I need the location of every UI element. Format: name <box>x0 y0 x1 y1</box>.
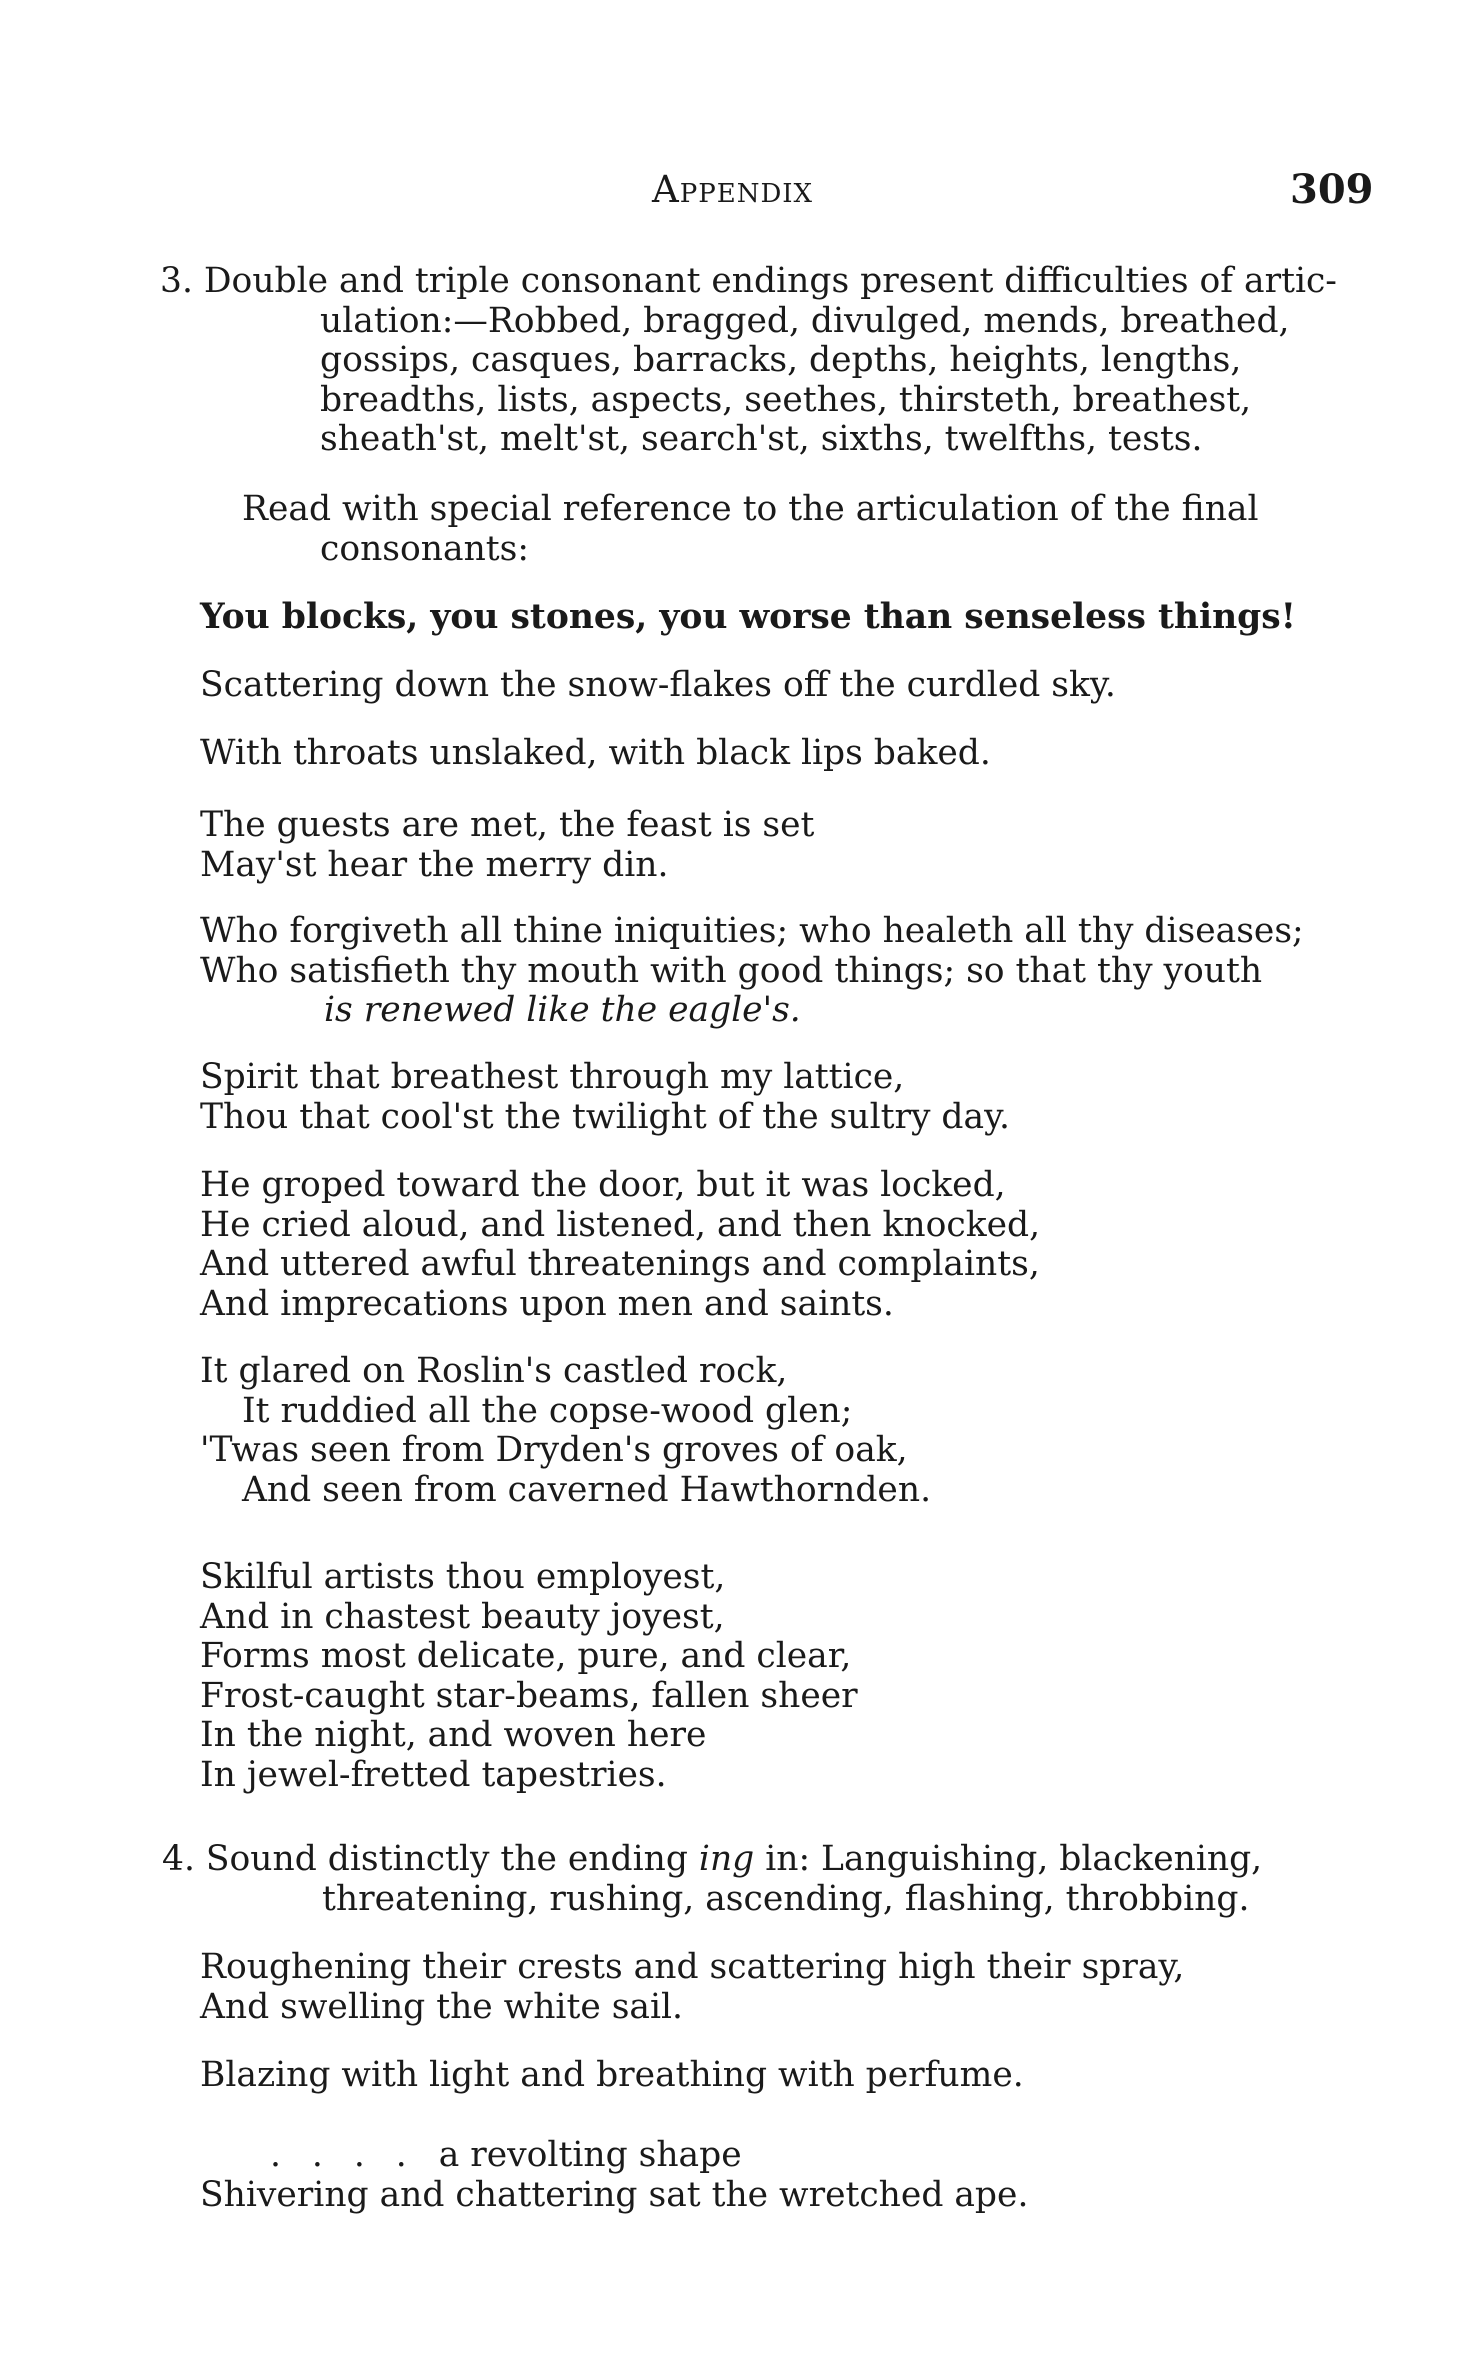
excerpt-line: Roughening their crests and scattering high their spray, <box>200 1947 1185 1987</box>
item-4-lead: Sound distinctly the ending <box>205 1839 688 1879</box>
running-title: Appendix <box>652 168 814 211</box>
item-4-line: threatening, rushing, ascending, flashing, throbbing. <box>322 1878 1250 1919</box>
excerpt-1 <box>200 598 1296 638</box>
item-3-line: 3. Double and triple consonant endings present difficulties of artic- <box>160 261 1337 301</box>
excerpt-line: The guests are met, the feast is set <box>200 805 815 845</box>
excerpt-line: Blazing with light and breathing with perfume. <box>200 2055 1024 2095</box>
excerpt-line: He cried aloud, and listened, and then knocked, <box>200 1204 1041 1245</box>
excerpt-line: Who satisfieth thy mouth with good things; so that thy youth <box>200 950 1263 991</box>
excerpt-line: May'st hear the merry din. <box>200 844 669 885</box>
instruction-paragraph <box>242 490 1259 569</box>
excerpt-line: Frost-caught star-beams, fallen sheer <box>200 1675 858 1716</box>
excerpt-12 <box>200 2136 1028 2215</box>
excerpt-line: Spirit that breathest through my lattice, <box>200 1057 905 1097</box>
excerpt-line: It ruddied all the copse-wood glen; <box>242 1390 853 1431</box>
excerpt-3 <box>200 734 991 774</box>
excerpt-line: Thou that cool'st the twilight of the sultry day. <box>200 1096 1010 1137</box>
item-3-line: breadths, lists, aspects, seethes, thirsteth, breathest, <box>320 379 1252 420</box>
excerpt-fragment: a revolting shape <box>438 2135 742 2175</box>
excerpt-line: With throats unslaked, with black lips baked. <box>200 733 991 773</box>
excerpt-line: And swelling the white sail. <box>200 1986 684 2027</box>
excerpt-7 <box>200 1166 1040 1324</box>
item-4-paragraph <box>162 1840 1262 1919</box>
item-3-line: ulation:—Robbed, bragged, divulged, mends, breathed, <box>320 300 1290 341</box>
item-3-line: gossips, casques, barracks, depths, heights, lengths, <box>320 340 1242 380</box>
excerpt-line: And seen from caverned Hawthornden. <box>242 1469 932 1510</box>
ellipsis-dots: . . . . <box>270 2135 417 2175</box>
item-4-term: ing <box>698 1839 755 1879</box>
excerpt-line: And imprecations upon men and saints. <box>200 1283 894 1324</box>
excerpt-line: And uttered awful threatenings and complaints, <box>200 1244 1040 1284</box>
excerpt-line: In jewel-fretted tapestries. <box>200 1754 667 1795</box>
excerpt-9 <box>200 1558 858 1795</box>
page-number: 309 <box>1290 166 1374 213</box>
excerpt-line: is renewed like the eagle's. <box>324 990 801 1030</box>
excerpt-line: It glared on Roslin's castled rock, <box>200 1351 788 1391</box>
instruction-line: Read with special reference to the articulation of the final <box>242 489 1259 529</box>
excerpt-line: Shivering and chattering sat the wretched ape. <box>200 2174 1029 2215</box>
excerpt-8 <box>200 1352 931 1510</box>
item-4-line <box>162 1840 1262 1880</box>
excerpt-line: You blocks, you stones, you worse than senseless things! <box>200 597 1296 637</box>
excerpt-line: Scattering down the snow-flakes off the curdled sky. <box>200 665 1116 705</box>
excerpt-5 <box>200 912 1304 1031</box>
excerpt-line: Forms most delicate, pure, and clear, <box>200 1636 852 1676</box>
item-3-line: sheath'st, melt'st, search'st, sixths, twelfths, tests. <box>320 419 1203 459</box>
page-header <box>0 160 1479 220</box>
item-4-rest: in: Languishing, blackening, <box>765 1839 1263 1879</box>
instruction-line: consonants: <box>320 528 529 569</box>
excerpt-line: 'Twas seen from Dryden's groves of oak, <box>200 1430 908 1470</box>
excerpt-line <box>270 2136 1028 2176</box>
excerpt-line: And in chastest beauty joyest, <box>200 1596 725 1637</box>
excerpt-line: He groped toward the door, but it was locked, <box>200 1165 1006 1205</box>
excerpt-10 <box>200 1948 1184 2027</box>
excerpt-11 <box>200 2056 1024 2096</box>
excerpt-line: Who forgiveth all thine iniquities; who healeth all thy diseases; <box>200 911 1304 951</box>
excerpt-line: Skilful artists thou employest, <box>200 1557 726 1597</box>
excerpt-6 <box>200 1058 1010 1137</box>
excerpt-2 <box>200 666 1116 706</box>
item-3-paragraph <box>160 262 1337 460</box>
item-4-number: 4. <box>162 1839 195 1879</box>
excerpt-line: In the night, and woven here <box>200 1715 707 1755</box>
excerpt-4 <box>200 806 814 885</box>
